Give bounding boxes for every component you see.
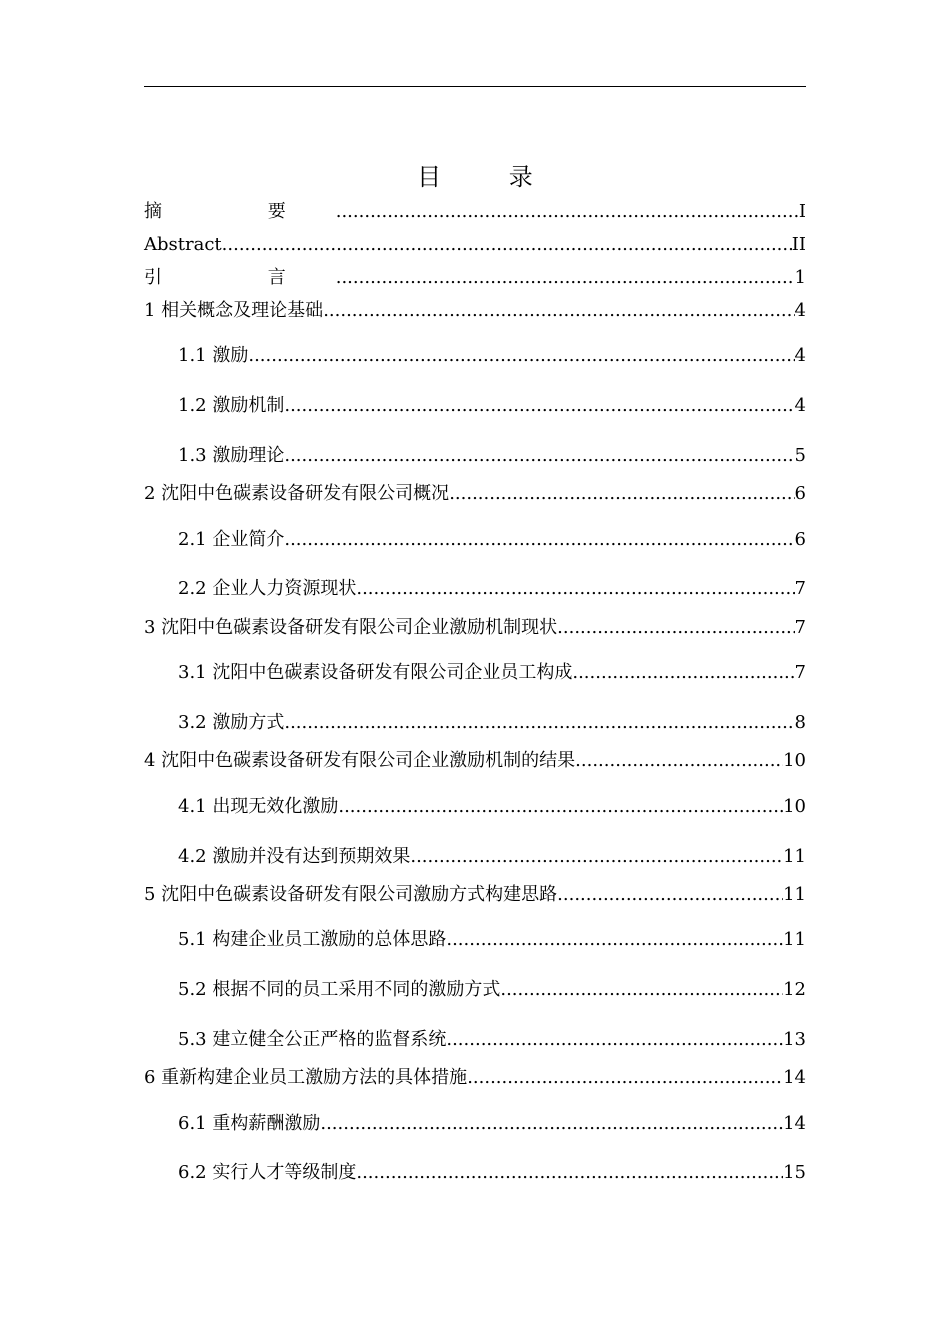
toc-leader-dots <box>248 344 794 368</box>
toc-entry[interactable] <box>178 394 806 418</box>
toc-entry[interactable] <box>178 444 806 468</box>
toc-entry-page: 10 <box>783 750 806 771</box>
toc-entry-page: 14 <box>783 1113 806 1134</box>
toc-entry[interactable] <box>178 661 806 685</box>
toc-entry-label: 引 言 <box>144 267 336 288</box>
toc-leader-dots <box>467 1066 783 1090</box>
toc-entry-label: 5 沈阳中色碳素设备研发有限公司激励方式构建思路 <box>144 884 558 905</box>
toc-entry[interactable] <box>144 266 806 290</box>
toc-entry[interactable] <box>144 482 806 506</box>
toc-entry[interactable] <box>178 845 806 869</box>
toc-entry-label: 5.2 根据不同的员工采用不同的激励方式 <box>178 979 501 1000</box>
toc-leader-dots <box>500 978 783 1002</box>
toc-entry-page: 11 <box>783 929 806 950</box>
toc-leader-dots <box>410 845 783 869</box>
toc-leader-dots <box>336 266 795 290</box>
toc-leader-dots <box>446 928 783 952</box>
toc-entry-label: 1.3 激励理论 <box>178 445 285 466</box>
toc-leader-dots <box>284 711 794 735</box>
toc-leader-dots <box>320 1112 783 1136</box>
toc-entry-page: 4 <box>794 395 806 416</box>
toc-leader-dots <box>222 233 792 257</box>
toc-entry-page: I <box>798 201 806 222</box>
toc-entry-page: 6 <box>794 529 806 550</box>
toc-leader-dots <box>449 482 794 506</box>
toc-entry-label: 3.2 激励方式 <box>178 712 285 733</box>
toc-entry-label: 摘 要 <box>144 201 336 222</box>
toc-entry-label: 2 沈阳中色碳素设备研发有限公司概况 <box>144 483 450 504</box>
toc-entry-page: 13 <box>783 1029 806 1050</box>
toc-entry-page: 7 <box>794 662 806 683</box>
toc-entry-page: 5 <box>794 445 806 466</box>
toc-entry-label: 1.1 激励 <box>178 345 249 366</box>
toc-entry[interactable] <box>178 795 806 819</box>
toc-leader-dots <box>284 394 794 418</box>
toc-leader-dots <box>557 616 794 640</box>
toc-entry-label: 6.2 实行人才等级制度 <box>178 1162 357 1183</box>
toc-entry[interactable] <box>178 1112 806 1136</box>
toc-entry-label: 4.1 出现无效化激励 <box>178 796 339 817</box>
toc-leader-dots <box>356 577 794 601</box>
toc-entry-page: II <box>791 234 806 255</box>
toc-entry-page: 12 <box>783 979 806 1000</box>
toc-entry[interactable] <box>178 978 806 1002</box>
toc-entry[interactable] <box>178 928 806 952</box>
toc-leader-dots <box>557 883 783 907</box>
toc-entry-label: 4.2 激励并没有达到预期效果 <box>178 846 411 867</box>
toc-entry[interactable] <box>144 883 806 907</box>
toc-entry[interactable] <box>144 233 806 257</box>
page-title: 目 录 <box>417 163 563 191</box>
toc-entry[interactable] <box>178 711 806 735</box>
toc-entry-label: 2.2 企业人力资源现状 <box>178 578 357 599</box>
toc-entry-page: 4 <box>794 345 806 366</box>
toc-entry-label: 4 沈阳中色碳素设备研发有限公司企业激励机制的结果 <box>144 750 576 771</box>
header-rule <box>144 86 806 87</box>
toc-entry-page: 15 <box>783 1162 806 1183</box>
toc-leader-dots <box>284 528 794 552</box>
toc-leader-dots <box>446 1028 783 1052</box>
toc-entry[interactable] <box>144 616 806 640</box>
toc-entry[interactable] <box>178 1028 806 1052</box>
toc-entry-label: 6 重新构建企业员工激励方法的具体措施 <box>144 1067 468 1088</box>
toc-entry-page: 6 <box>794 483 806 504</box>
toc-entry-label: 5.1 构建企业员工激励的总体思路 <box>178 929 447 950</box>
toc-leader-dots <box>336 200 799 224</box>
toc-entry-page: 11 <box>783 846 806 867</box>
toc-entry-label: 6.1 重构薪酬激励 <box>178 1113 321 1134</box>
toc-entry-page: 10 <box>783 796 806 817</box>
toc-leader-dots <box>356 1161 783 1185</box>
toc-entry[interactable] <box>178 577 806 601</box>
toc-entry[interactable] <box>144 200 806 224</box>
toc-entry[interactable] <box>144 299 806 323</box>
toc-entry-label: Abstract <box>144 234 222 255</box>
toc-leader-dots <box>572 661 794 685</box>
toc-entry-label: 3.1 沈阳中色碳素设备研发有限公司企业员工构成 <box>178 662 573 683</box>
toc-entry-label: 1.2 激励机制 <box>178 395 285 416</box>
toc-entry[interactable] <box>178 344 806 368</box>
toc-entry-page: 11 <box>783 884 806 905</box>
toc-entry-page: 4 <box>794 300 806 321</box>
toc-entry-label: 2.1 企业简介 <box>178 529 285 550</box>
toc-entry[interactable] <box>144 749 806 773</box>
toc-leader-dots <box>323 299 794 323</box>
toc-entry-page: 7 <box>794 578 806 599</box>
toc-leader-dots <box>338 795 783 819</box>
toc-entry-label: 1 相关概念及理论基础 <box>144 300 324 321</box>
toc-entry-label: 3 沈阳中色碳素设备研发有限公司企业激励机制现状 <box>144 617 558 638</box>
toc-entry-page: 7 <box>794 617 806 638</box>
toc-leader-dots <box>284 444 794 468</box>
toc-entry[interactable] <box>144 1066 806 1090</box>
toc-entry-label: 5.3 建立健全公正严格的监督系统 <box>178 1029 447 1050</box>
toc-entry-page: 1 <box>794 267 806 288</box>
toc-entry-page: 8 <box>794 712 806 733</box>
toc-entry-page: 14 <box>783 1067 806 1088</box>
toc-entry[interactable] <box>178 528 806 552</box>
toc-entry[interactable] <box>178 1161 806 1185</box>
toc-leader-dots <box>575 749 783 773</box>
